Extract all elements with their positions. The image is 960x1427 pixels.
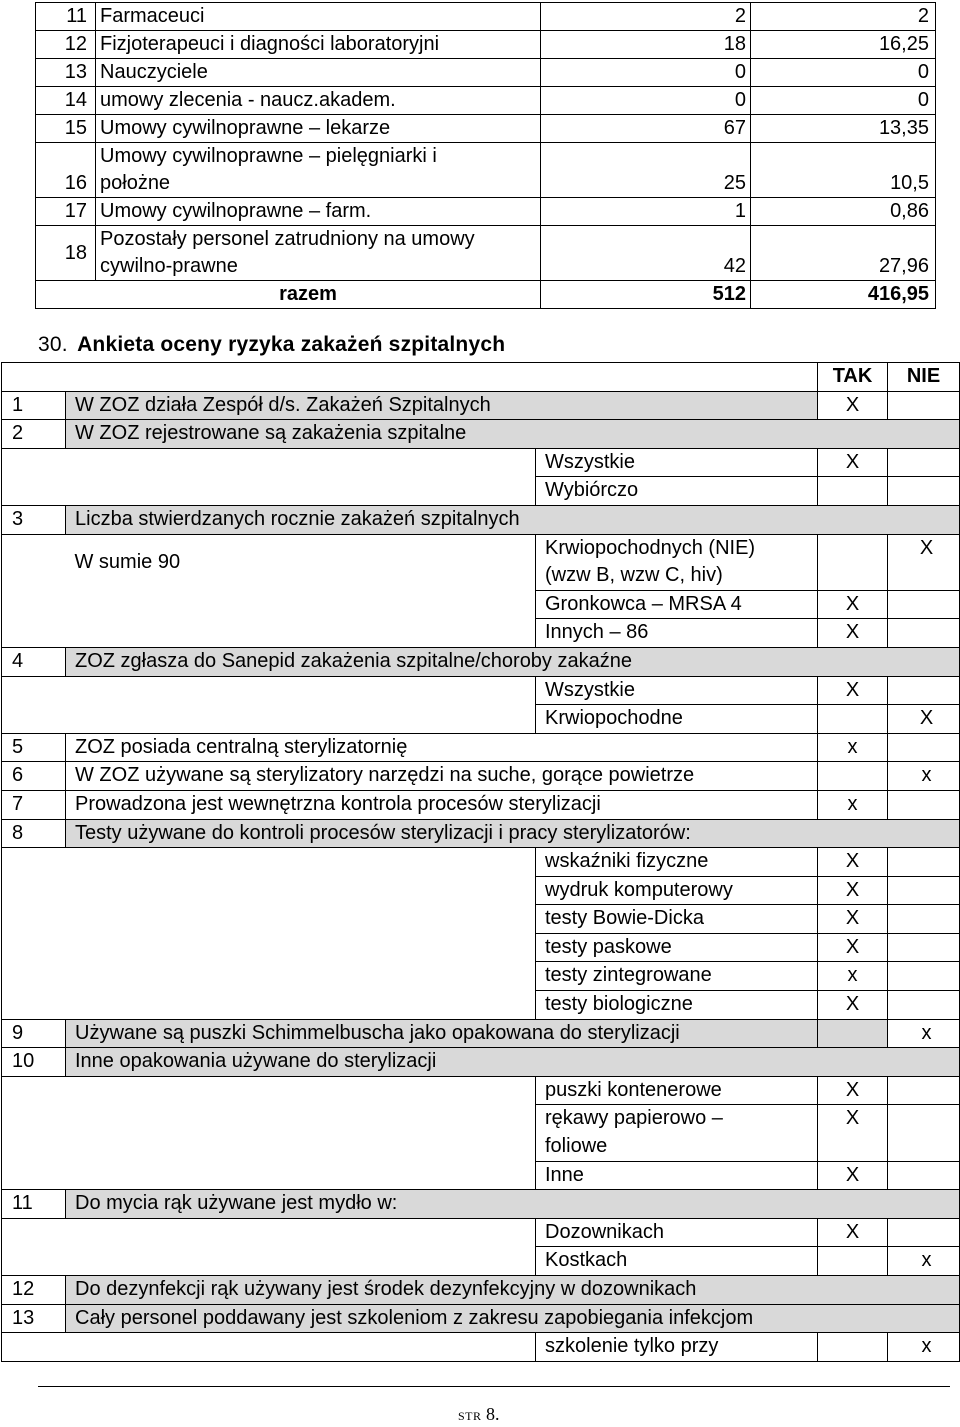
answer-tak: X	[818, 619, 888, 648]
answer-nie	[888, 991, 960, 1020]
row-value-2: 0	[751, 87, 936, 115]
row-value-1: 18	[541, 31, 751, 59]
option-label: wydruk komputerowy	[536, 876, 818, 905]
question-text: W ZOZ rejestrowane są zakażenia szpitalne	[66, 420, 960, 449]
answer-tak: X	[818, 933, 888, 962]
option-row	[2, 1218, 960, 1247]
answer-tak: X	[818, 848, 888, 877]
page-number-value: 8.	[486, 1404, 500, 1424]
answer-tak	[818, 534, 888, 590]
option-row	[2, 448, 960, 477]
question-number: 11	[2, 1190, 66, 1219]
table-row	[36, 3, 936, 31]
question-text: Do mycia rąk używane jest mydło w:	[66, 1190, 960, 1219]
table-row	[36, 31, 936, 59]
answer-nie	[888, 876, 960, 905]
row-value-1: 42	[541, 226, 751, 281]
option-label-line: Krwiopochodnych (NIE)	[545, 536, 756, 559]
option-row	[2, 1333, 960, 1362]
question-row	[2, 1019, 960, 1048]
question-row	[2, 762, 960, 791]
option-label: wskaźniki fizyczne	[536, 848, 818, 877]
question-row	[2, 1048, 960, 1077]
answer-tak: x	[818, 962, 888, 991]
answer-nie: X	[888, 534, 960, 590]
row-number: 15	[36, 115, 96, 143]
question-row	[2, 505, 960, 534]
answer-tak	[818, 1019, 888, 1048]
staff-table	[35, 2, 936, 309]
option-label: Krwiopochodne	[536, 705, 818, 734]
question-text: Prowadzona jest wewnętrzna kontrola procesów sterylizacji	[66, 790, 818, 819]
table-row	[36, 143, 936, 198]
row-label: Nauczyciele	[96, 59, 541, 87]
option-label: szkolenie tylko przy	[536, 1333, 818, 1362]
option-row	[2, 534, 960, 590]
option-label: testy zintegrowane	[536, 962, 818, 991]
row-label	[96, 226, 541, 281]
row-label: umowy zlecenia - naucz.akadem.	[96, 87, 541, 115]
answer-nie	[888, 1076, 960, 1105]
question-text: Testy używane do kontroli procesów sterylizacji i pracy sterylizatorów:	[66, 819, 960, 848]
answer-tak	[818, 477, 888, 506]
row-label-line: cywilno-prawne	[100, 255, 238, 277]
row-value-2: 0	[751, 59, 936, 87]
question-number: 10	[2, 1048, 66, 1077]
table-row	[36, 198, 936, 226]
answer-nie	[888, 619, 960, 648]
answer-tak: X	[818, 991, 888, 1020]
question-number: 1	[2, 391, 66, 420]
row-value-1: 67	[541, 115, 751, 143]
row-number: 13	[36, 59, 96, 87]
answer-nie	[888, 448, 960, 477]
row-number: 12	[36, 31, 96, 59]
section-heading	[38, 333, 505, 357]
section-number: 30.	[38, 333, 68, 356]
answer-tak	[818, 705, 888, 734]
row-value-2: 10,5	[751, 143, 936, 198]
question-row	[2, 819, 960, 848]
answer-nie	[888, 848, 960, 877]
row-number: 18	[36, 226, 96, 281]
row-label: Farmaceuci	[96, 3, 541, 31]
question-number: 9	[2, 1019, 66, 1048]
answer-tak: X	[818, 905, 888, 934]
row-number: 14	[36, 87, 96, 115]
answer-nie	[888, 905, 960, 934]
row-value-2: 2	[751, 3, 936, 31]
row-label-line: położne	[100, 172, 171, 194]
table-row	[36, 59, 936, 87]
row-value-2: 0,86	[751, 198, 936, 226]
option-label	[536, 534, 818, 590]
option-row	[2, 676, 960, 705]
answer-tak: X	[818, 1218, 888, 1247]
answer-tak	[818, 1333, 888, 1362]
row-value-1: 1	[541, 198, 751, 226]
total-row	[36, 281, 936, 309]
row-number: 11	[36, 3, 96, 31]
option-label: Wszystkie	[536, 676, 818, 705]
row-value-1: 25	[541, 143, 751, 198]
option-label: Kostkach	[536, 1247, 818, 1276]
row-value-1: 0	[541, 59, 751, 87]
answer-nie: X	[888, 705, 960, 734]
answer-nie	[888, 1218, 960, 1247]
question-row	[2, 1190, 960, 1219]
question-text: Cały personel poddawany jest szkoleniom z zakresu zapobiegania infekcjom	[66, 1304, 960, 1333]
question-number: 13	[2, 1304, 66, 1333]
question-number: 4	[2, 647, 66, 676]
answer-nie: x	[888, 1247, 960, 1276]
question-row	[2, 1276, 960, 1305]
row-label-line: Umowy cywilnoprawne – pielęgniarki i	[100, 145, 437, 167]
page-label: STR	[458, 1409, 482, 1423]
question-number: 5	[2, 733, 66, 762]
option-label: testy biologiczne	[536, 991, 818, 1020]
answer-tak: X	[818, 590, 888, 619]
option-label: puszki kontenerowe	[536, 1076, 818, 1105]
row-label-line: Pozostały personel zatrudniony na umowy	[100, 228, 475, 250]
answer-tak: X	[818, 1161, 888, 1190]
question-row	[2, 420, 960, 449]
section-title: Ankieta oceny ryzyka zakażeń szpitalnych	[77, 333, 506, 356]
question-number: 12	[2, 1276, 66, 1305]
row-label	[96, 143, 541, 198]
option-label: Inne	[536, 1161, 818, 1190]
option-label-line: rękawy papierowo –	[545, 1107, 723, 1130]
answer-nie	[888, 933, 960, 962]
page-number	[458, 1404, 500, 1425]
question-row	[2, 790, 960, 819]
answer-tak: X	[818, 1105, 888, 1161]
row-value-2: 27,96	[751, 226, 936, 281]
answer-nie	[888, 676, 960, 705]
question-text: ZOZ zgłasza do Sanepid zakażenia szpitalne/choroby zakaźne	[66, 647, 960, 676]
answer-nie	[888, 391, 960, 420]
row-label: Umowy cywilnoprawne – lekarze	[96, 115, 541, 143]
question-text: Liczba stwierdzanych rocznie zakażeń szpitalnych	[66, 505, 960, 534]
option-label: Innych – 86	[536, 619, 818, 648]
footer-divider	[38, 1386, 950, 1387]
answer-nie	[888, 1105, 960, 1161]
answer-tak: x	[818, 733, 888, 762]
question-text: ZOZ posiada centralną sterylizatornię	[66, 733, 818, 762]
header-nie: NIE	[888, 363, 960, 392]
answer-nie	[888, 590, 960, 619]
total-value-2: 416,95	[751, 281, 936, 309]
question-row	[2, 733, 960, 762]
question-text: W ZOZ używane są sterylizatory narzędzi na suche, gorące powietrze	[66, 762, 818, 791]
question-number: 7	[2, 790, 66, 819]
option-label: Dozownikach	[536, 1218, 818, 1247]
header-row	[2, 363, 960, 392]
question-number: 3	[2, 505, 66, 534]
option-row	[2, 1076, 960, 1105]
answer-tak	[818, 762, 888, 791]
infection-total: W sumie 90	[74, 550, 181, 573]
option-label: Gronkowca – MRSA 4	[536, 590, 818, 619]
option-label: Wybiórczo	[536, 477, 818, 506]
question-number: 6	[2, 762, 66, 791]
option-label: testy paskowe	[536, 933, 818, 962]
answer-tak	[818, 1247, 888, 1276]
row-number: 17	[36, 198, 96, 226]
row-value-1: 0	[541, 87, 751, 115]
question-text: Do dezynfekcji rąk używany jest środek dezynfekcyjny w dozownikach	[66, 1276, 960, 1305]
question-row	[2, 1304, 960, 1333]
row-value-2: 16,25	[751, 31, 936, 59]
question-number: 8	[2, 819, 66, 848]
answer-nie: x	[888, 762, 960, 791]
option-label-line: (wzw B, wzw C, hiv)	[545, 564, 723, 587]
answer-nie	[888, 1161, 960, 1190]
answer-tak: X	[818, 448, 888, 477]
question-text: Używane są puszki Schimmelbuscha jako opakowana do sterylizacji	[66, 1019, 818, 1048]
row-value-1: 2	[541, 3, 751, 31]
answer-tak: X	[818, 676, 888, 705]
answer-tak: X	[818, 876, 888, 905]
table-row	[36, 115, 936, 143]
row-label: Fizjoterapeuci i diagności laboratoryjni	[96, 31, 541, 59]
option-label: testy Bowie-Dicka	[536, 905, 818, 934]
option-label	[536, 1105, 818, 1161]
option-row	[2, 848, 960, 877]
answer-tak: X	[818, 1076, 888, 1105]
question-row	[2, 391, 960, 420]
row-value-2: 13,35	[751, 115, 936, 143]
total-value-1: 512	[541, 281, 751, 309]
answer-nie: x	[888, 1333, 960, 1362]
answer-nie	[888, 733, 960, 762]
question-text: Inne opakowania używane do sterylizacji	[66, 1048, 960, 1077]
table-row	[36, 87, 936, 115]
answer-nie	[888, 477, 960, 506]
question-row	[2, 647, 960, 676]
option-label-line: foliowe	[545, 1135, 608, 1158]
answer-nie: x	[888, 1019, 960, 1048]
question-text: W ZOZ działa Zespół d/s. Zakażeń Szpitalnych	[66, 391, 818, 420]
row-number: 16	[36, 143, 96, 198]
total-label: razem	[36, 281, 541, 309]
question-number: 2	[2, 420, 66, 449]
answer-tak: x	[818, 790, 888, 819]
header-tak: TAK	[818, 363, 888, 392]
option-label: Wszystkie	[536, 448, 818, 477]
answer-nie	[888, 962, 960, 991]
answer-nie	[888, 790, 960, 819]
row-label: Umowy cywilnoprawne – farm.	[96, 198, 541, 226]
answer-tak: X	[818, 391, 888, 420]
risk-survey-table	[1, 362, 960, 1362]
table-row	[36, 226, 936, 281]
